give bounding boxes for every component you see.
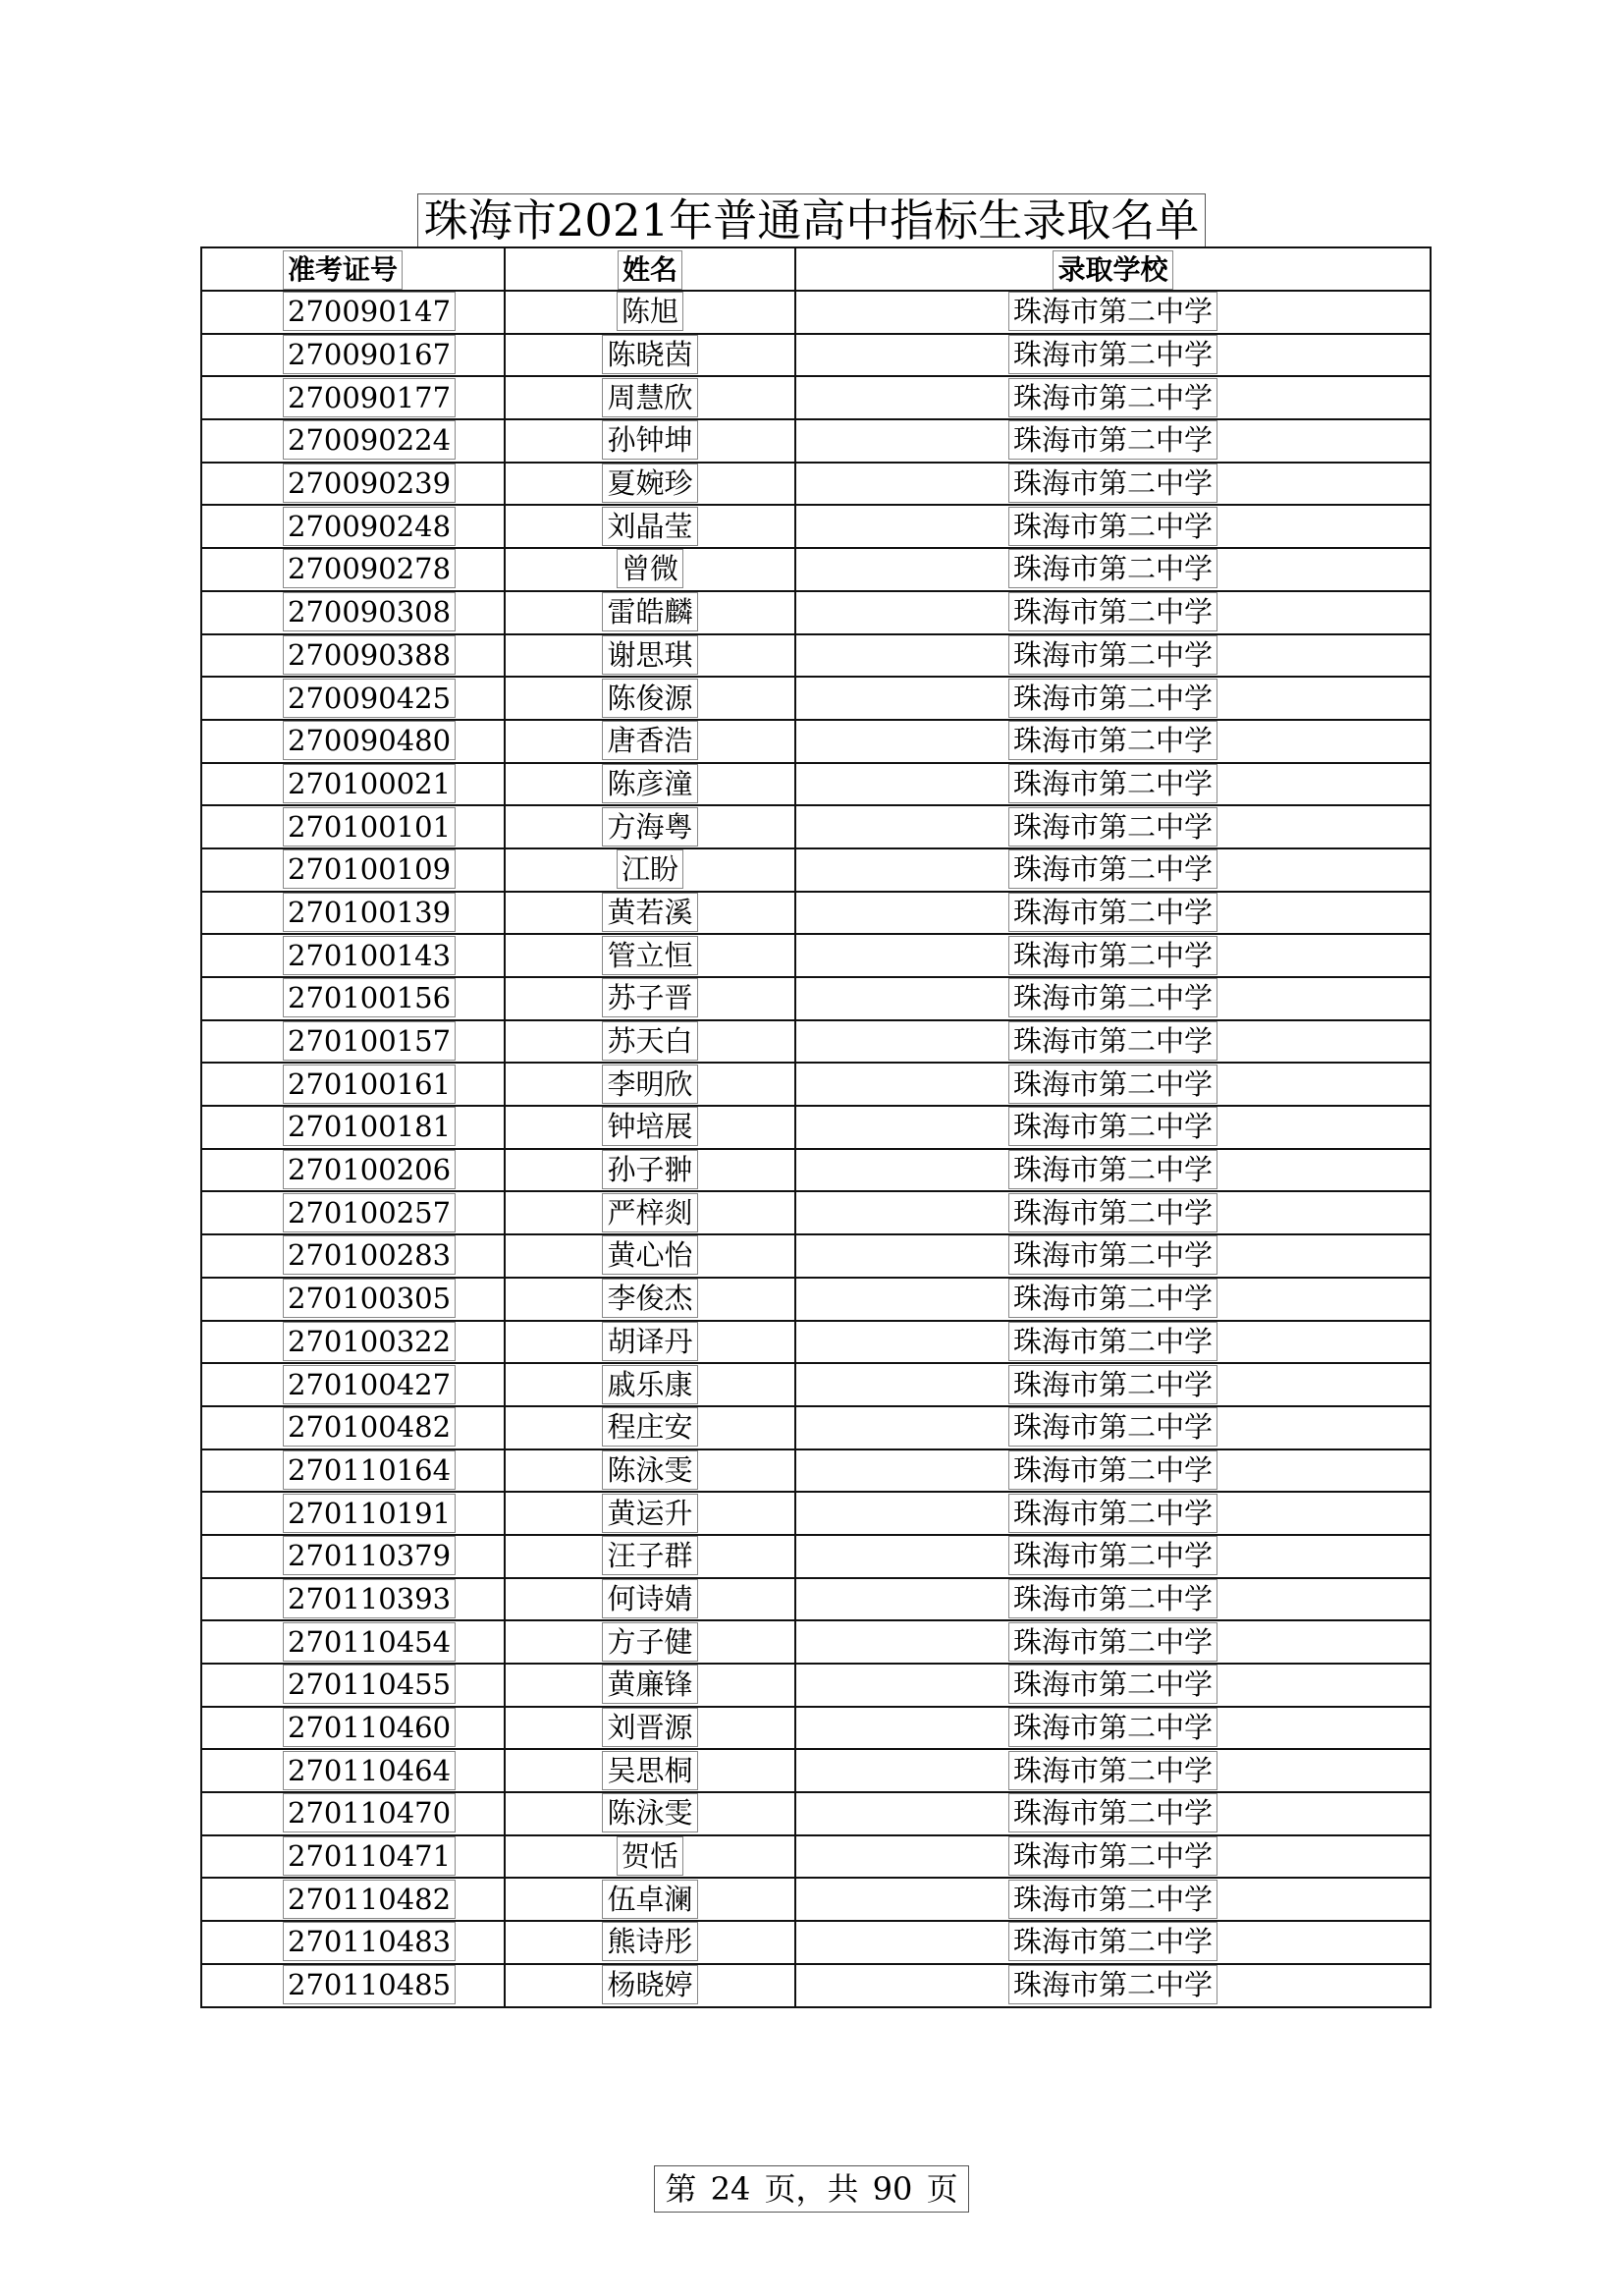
exam-id: 270110460 bbox=[283, 1708, 456, 1747]
exam-id: 270110191 bbox=[283, 1494, 456, 1533]
exam-id-cell bbox=[201, 1921, 505, 1964]
table-body bbox=[201, 291, 1431, 2007]
school-cell bbox=[795, 1149, 1431, 1192]
table-row bbox=[201, 1063, 1431, 1106]
exam-id: 270090308 bbox=[283, 592, 456, 631]
exam-id-cell bbox=[201, 892, 505, 935]
school-cell bbox=[795, 1878, 1431, 1921]
student-name: 李明欣 bbox=[602, 1065, 697, 1104]
school-cell bbox=[795, 934, 1431, 977]
exam-id: 270100161 bbox=[283, 1065, 456, 1104]
school-cell bbox=[795, 1578, 1431, 1621]
school-cell bbox=[795, 677, 1431, 720]
student-name-cell bbox=[505, 1149, 795, 1192]
table-row bbox=[201, 1792, 1431, 1835]
table-row bbox=[201, 1106, 1431, 1149]
student-name-cell bbox=[505, 1106, 795, 1149]
student-name-cell bbox=[505, 1406, 795, 1449]
school-name: 珠海市第二中学 bbox=[1008, 764, 1217, 803]
student-name-cell bbox=[505, 1278, 795, 1321]
student-name-cell bbox=[505, 1878, 795, 1921]
table-row bbox=[201, 977, 1431, 1020]
exam-id-cell bbox=[201, 591, 505, 634]
school-name: 珠海市第二中学 bbox=[1008, 1021, 1217, 1061]
table-row bbox=[201, 1835, 1431, 1879]
student-name: 苏子晋 bbox=[602, 978, 697, 1017]
student-name: 陈俊源 bbox=[602, 679, 697, 718]
student-name-cell bbox=[505, 291, 795, 334]
column-header-name-label: 姓名 bbox=[618, 250, 682, 290]
school-cell bbox=[795, 1234, 1431, 1278]
student-name-cell bbox=[505, 1749, 795, 1792]
exam-id: 270100283 bbox=[283, 1235, 456, 1275]
exam-id: 270090147 bbox=[283, 292, 456, 331]
student-name-cell bbox=[505, 376, 795, 419]
student-name-cell bbox=[505, 1321, 795, 1364]
student-name-cell bbox=[505, 1620, 795, 1664]
student-name: 苏天白 bbox=[602, 1021, 697, 1061]
table-header-row bbox=[201, 247, 1431, 291]
school-name: 珠海市第二中学 bbox=[1008, 1579, 1217, 1618]
school-name: 珠海市第二中学 bbox=[1008, 635, 1217, 675]
student-name-cell bbox=[505, 591, 795, 634]
table-row bbox=[201, 505, 1431, 548]
footer-container bbox=[0, 2165, 1623, 2213]
footer-suffix: 页 bbox=[926, 2170, 958, 2208]
student-name-cell bbox=[505, 1921, 795, 1964]
school-cell bbox=[795, 763, 1431, 806]
school-name: 珠海市第二中学 bbox=[1008, 1235, 1217, 1275]
school-name: 珠海市第二中学 bbox=[1008, 1193, 1217, 1232]
exam-id: 270090224 bbox=[283, 420, 456, 460]
page-footer bbox=[654, 2165, 968, 2213]
exam-id: 270100257 bbox=[283, 1193, 456, 1232]
exam-id: 270090278 bbox=[283, 549, 456, 588]
school-cell bbox=[795, 1921, 1431, 1964]
exam-id: 270090248 bbox=[283, 507, 456, 546]
table-row bbox=[201, 1449, 1431, 1493]
exam-id-cell bbox=[201, 720, 505, 763]
exam-id-cell bbox=[201, 1492, 505, 1535]
table-row bbox=[201, 291, 1431, 334]
school-cell bbox=[795, 1620, 1431, 1664]
student-name: 陈彦潼 bbox=[602, 764, 697, 803]
school-cell bbox=[795, 1063, 1431, 1106]
student-name: 黄廉锋 bbox=[602, 1665, 697, 1704]
table-row bbox=[201, 334, 1431, 377]
student-name-cell bbox=[505, 1964, 795, 2007]
table-row bbox=[201, 1535, 1431, 1578]
exam-id-cell bbox=[201, 1234, 505, 1278]
exam-id: 270090239 bbox=[283, 464, 456, 503]
exam-id: 270100181 bbox=[283, 1107, 456, 1146]
exam-id-cell bbox=[201, 934, 505, 977]
exam-id: 270110379 bbox=[283, 1536, 456, 1575]
student-name-cell bbox=[505, 463, 795, 506]
student-name-cell bbox=[505, 334, 795, 377]
school-cell bbox=[795, 505, 1431, 548]
exam-id: 270100143 bbox=[283, 936, 456, 975]
school-name: 珠海市第二中学 bbox=[1008, 978, 1217, 1017]
table-row bbox=[201, 848, 1431, 892]
exam-id: 270110464 bbox=[283, 1751, 456, 1790]
student-name-cell bbox=[505, 1020, 795, 1064]
exam-id-cell bbox=[201, 1792, 505, 1835]
school-cell bbox=[795, 805, 1431, 848]
exam-id: 270110393 bbox=[283, 1579, 456, 1618]
table-row bbox=[201, 419, 1431, 463]
exam-id-cell bbox=[201, 1620, 505, 1664]
admission-table bbox=[200, 246, 1432, 2008]
school-name: 珠海市第二中学 bbox=[1008, 807, 1217, 847]
table-row bbox=[201, 934, 1431, 977]
table-row bbox=[201, 634, 1431, 678]
footer-page-number: 24 bbox=[710, 2170, 751, 2208]
exam-id: 270110471 bbox=[283, 1836, 456, 1876]
school-name: 珠海市第二中学 bbox=[1008, 1494, 1217, 1533]
student-name: 杨晓婷 bbox=[602, 1965, 697, 2004]
table-row bbox=[201, 1620, 1431, 1664]
student-name: 汪子群 bbox=[602, 1536, 697, 1575]
school-name: 珠海市第二中学 bbox=[1008, 420, 1217, 460]
student-name: 江盼 bbox=[617, 849, 683, 889]
student-name-cell bbox=[505, 419, 795, 463]
table-row bbox=[201, 591, 1431, 634]
school-name: 珠海市第二中学 bbox=[1008, 507, 1217, 546]
student-name-cell bbox=[505, 1363, 795, 1406]
school-name: 珠海市第二中学 bbox=[1008, 1279, 1217, 1318]
school-cell bbox=[795, 1278, 1431, 1321]
exam-id: 270100482 bbox=[283, 1407, 456, 1447]
student-name: 陈泳雯 bbox=[602, 1450, 697, 1490]
school-cell bbox=[795, 1792, 1431, 1835]
student-name: 唐香浩 bbox=[602, 721, 697, 760]
student-name-cell bbox=[505, 505, 795, 548]
school-cell bbox=[795, 892, 1431, 935]
school-cell bbox=[795, 1020, 1431, 1064]
exam-id-cell bbox=[201, 805, 505, 848]
student-name-cell bbox=[505, 548, 795, 591]
table-row bbox=[201, 763, 1431, 806]
school-name: 珠海市第二中学 bbox=[1008, 1665, 1217, 1704]
exam-id: 270110483 bbox=[283, 1922, 456, 1961]
school-name: 珠海市第二中学 bbox=[1008, 1922, 1217, 1961]
student-name: 曾微 bbox=[617, 549, 683, 588]
student-name: 黄若溪 bbox=[602, 893, 697, 932]
school-cell bbox=[795, 1321, 1431, 1364]
exam-id-cell bbox=[201, 1020, 505, 1064]
student-name-cell bbox=[505, 1664, 795, 1707]
title-container bbox=[0, 193, 1623, 248]
exam-id-cell bbox=[201, 1964, 505, 2007]
school-cell bbox=[795, 548, 1431, 591]
exam-id: 270100139 bbox=[283, 893, 456, 932]
school-cell bbox=[795, 720, 1431, 763]
student-name: 程庄安 bbox=[602, 1407, 697, 1447]
school-name: 珠海市第二中学 bbox=[1008, 1407, 1217, 1447]
table-row bbox=[201, 677, 1431, 720]
exam-id-cell bbox=[201, 548, 505, 591]
student-name-cell bbox=[505, 1234, 795, 1278]
school-cell bbox=[795, 1835, 1431, 1879]
exam-id-cell bbox=[201, 505, 505, 548]
student-name-cell bbox=[505, 1063, 795, 1106]
school-name: 珠海市第二中学 bbox=[1008, 1150, 1217, 1189]
school-cell bbox=[795, 1191, 1431, 1234]
exam-id-cell bbox=[201, 291, 505, 334]
exam-id: 270090177 bbox=[283, 378, 456, 417]
exam-id: 270100156 bbox=[283, 978, 456, 1017]
school-cell bbox=[795, 1406, 1431, 1449]
school-name: 珠海市第二中学 bbox=[1008, 1365, 1217, 1404]
exam-id-cell bbox=[201, 1449, 505, 1493]
table-row bbox=[201, 1664, 1431, 1707]
school-name: 珠海市第二中学 bbox=[1008, 1450, 1217, 1490]
student-name: 贺恬 bbox=[617, 1836, 683, 1876]
table-row bbox=[201, 1234, 1431, 1278]
exam-id: 270110482 bbox=[283, 1880, 456, 1919]
school-name: 珠海市第二中学 bbox=[1008, 721, 1217, 760]
school-name: 珠海市第二中学 bbox=[1008, 679, 1217, 718]
school-name: 珠海市第二中学 bbox=[1008, 1708, 1217, 1747]
student-name: 伍卓澜 bbox=[602, 1880, 697, 1919]
exam-id-cell bbox=[201, 376, 505, 419]
table-row bbox=[201, 1406, 1431, 1449]
exam-id-cell bbox=[201, 334, 505, 377]
exam-id-cell bbox=[201, 1278, 505, 1321]
table-row bbox=[201, 1749, 1431, 1792]
column-header-id-label: 准考证号 bbox=[283, 250, 403, 290]
school-name: 珠海市第二中学 bbox=[1008, 1793, 1217, 1832]
student-name-cell bbox=[505, 892, 795, 935]
student-name-cell bbox=[505, 977, 795, 1020]
student-name: 黄运升 bbox=[602, 1494, 697, 1533]
student-name: 孙钟坤 bbox=[602, 420, 697, 460]
exam-id: 270090480 bbox=[283, 721, 456, 760]
school-name: 珠海市第二中学 bbox=[1008, 1107, 1217, 1146]
school-name: 珠海市第二中学 bbox=[1008, 592, 1217, 631]
table-row bbox=[201, 1707, 1431, 1750]
table-row bbox=[201, 1921, 1431, 1964]
column-header-id bbox=[201, 247, 505, 291]
table-row bbox=[201, 720, 1431, 763]
exam-id: 270100021 bbox=[283, 764, 456, 803]
exam-id: 270110455 bbox=[283, 1665, 456, 1704]
table-row bbox=[201, 805, 1431, 848]
school-cell bbox=[795, 1664, 1431, 1707]
school-name: 珠海市第二中学 bbox=[1008, 1965, 1217, 2004]
school-name: 珠海市第二中学 bbox=[1008, 1536, 1217, 1575]
student-name-cell bbox=[505, 805, 795, 848]
exam-id-cell bbox=[201, 1749, 505, 1792]
exam-id: 270110164 bbox=[283, 1450, 456, 1490]
school-cell bbox=[795, 1363, 1431, 1406]
exam-id-cell bbox=[201, 1106, 505, 1149]
table-row bbox=[201, 376, 1431, 419]
student-name-cell bbox=[505, 1578, 795, 1621]
school-name: 珠海市第二中学 bbox=[1008, 464, 1217, 503]
table-row bbox=[201, 1278, 1431, 1321]
school-cell bbox=[795, 977, 1431, 1020]
student-name-cell bbox=[505, 848, 795, 892]
school-name: 珠海市第二中学 bbox=[1008, 1065, 1217, 1104]
exam-id-cell bbox=[201, 1707, 505, 1750]
school-name: 珠海市第二中学 bbox=[1008, 1751, 1217, 1790]
table-row bbox=[201, 463, 1431, 506]
table-row bbox=[201, 1363, 1431, 1406]
student-name-cell bbox=[505, 763, 795, 806]
exam-id: 270100157 bbox=[283, 1021, 456, 1061]
school-cell bbox=[795, 1964, 1431, 2007]
exam-id-cell bbox=[201, 1363, 505, 1406]
exam-id-cell bbox=[201, 1835, 505, 1879]
table-row bbox=[201, 1492, 1431, 1535]
school-name: 珠海市第二中学 bbox=[1008, 893, 1217, 932]
student-name: 管立恒 bbox=[602, 936, 697, 975]
student-name-cell bbox=[505, 634, 795, 678]
exam-id: 270100427 bbox=[283, 1365, 456, 1404]
exam-id: 270110485 bbox=[283, 1965, 456, 2004]
school-cell bbox=[795, 334, 1431, 377]
student-name: 刘晶莹 bbox=[602, 507, 697, 546]
school-name: 珠海市第二中学 bbox=[1008, 1322, 1217, 1361]
school-cell bbox=[795, 1707, 1431, 1750]
student-name: 刘晋源 bbox=[602, 1708, 697, 1747]
student-name: 钟培展 bbox=[602, 1107, 697, 1146]
table-row bbox=[201, 1191, 1431, 1234]
exam-id: 270090388 bbox=[283, 635, 456, 675]
page-title: 珠海市2021年普通高中指标生录取名单 bbox=[417, 193, 1207, 248]
exam-id: 270100206 bbox=[283, 1150, 456, 1189]
school-cell bbox=[795, 376, 1431, 419]
footer-total-pages: 90 bbox=[872, 2170, 913, 2208]
table-row bbox=[201, 1878, 1431, 1921]
column-header-name bbox=[505, 247, 795, 291]
school-name: 珠海市第二中学 bbox=[1008, 549, 1217, 588]
exam-id-cell bbox=[201, 977, 505, 1020]
student-name-cell bbox=[505, 1835, 795, 1879]
student-name-cell bbox=[505, 677, 795, 720]
student-name: 吴思桐 bbox=[602, 1751, 697, 1790]
exam-id-cell bbox=[201, 1535, 505, 1578]
student-name: 熊诗彤 bbox=[602, 1922, 697, 1961]
table-row bbox=[201, 1964, 1431, 2007]
school-cell bbox=[795, 1535, 1431, 1578]
exam-id: 270090425 bbox=[283, 679, 456, 718]
student-name-cell bbox=[505, 1707, 795, 1750]
exam-id: 270110454 bbox=[283, 1622, 456, 1662]
school-name: 珠海市第二中学 bbox=[1008, 936, 1217, 975]
column-header-school-label: 录取学校 bbox=[1053, 250, 1172, 290]
school-cell bbox=[795, 848, 1431, 892]
exam-id-cell bbox=[201, 763, 505, 806]
exam-id-cell bbox=[201, 1406, 505, 1449]
footer-middle: 页，共 bbox=[764, 2170, 859, 2208]
table-row bbox=[201, 1020, 1431, 1064]
exam-id-cell bbox=[201, 1149, 505, 1192]
student-name: 周慧欣 bbox=[602, 378, 697, 417]
exam-id-cell bbox=[201, 1878, 505, 1921]
exam-id-cell bbox=[201, 1191, 505, 1234]
school-cell bbox=[795, 1492, 1431, 1535]
school-cell bbox=[795, 419, 1431, 463]
table-row bbox=[201, 1321, 1431, 1364]
table-row bbox=[201, 1578, 1431, 1621]
school-cell bbox=[795, 1449, 1431, 1493]
table-row bbox=[201, 892, 1431, 935]
exam-id: 270100305 bbox=[283, 1279, 456, 1318]
school-name: 珠海市第二中学 bbox=[1008, 849, 1217, 889]
student-name: 严梓剡 bbox=[602, 1193, 697, 1232]
student-name: 胡译丹 bbox=[602, 1322, 697, 1361]
school-cell bbox=[795, 291, 1431, 334]
table-row bbox=[201, 548, 1431, 591]
student-name-cell bbox=[505, 1492, 795, 1535]
footer-prefix: 第 bbox=[665, 2170, 697, 2208]
school-name: 珠海市第二中学 bbox=[1008, 1836, 1217, 1876]
exam-id-cell bbox=[201, 1063, 505, 1106]
student-name-cell bbox=[505, 1535, 795, 1578]
student-name: 陈旭 bbox=[617, 292, 683, 331]
student-name: 夏婉珍 bbox=[602, 464, 697, 503]
student-name: 方海粤 bbox=[602, 807, 697, 847]
school-cell bbox=[795, 634, 1431, 678]
school-name: 珠海市第二中学 bbox=[1008, 335, 1217, 374]
school-cell bbox=[795, 1106, 1431, 1149]
student-name: 黄心怡 bbox=[602, 1235, 697, 1275]
school-cell bbox=[795, 1749, 1431, 1792]
exam-id: 270100322 bbox=[283, 1322, 456, 1361]
student-name-cell bbox=[505, 934, 795, 977]
student-name: 戚乐康 bbox=[602, 1365, 697, 1404]
student-name: 陈晓茵 bbox=[602, 335, 697, 374]
exam-id-cell bbox=[201, 1664, 505, 1707]
student-name: 何诗婧 bbox=[602, 1579, 697, 1618]
exam-id: 270110470 bbox=[283, 1793, 456, 1832]
student-name-cell bbox=[505, 1191, 795, 1234]
school-name: 珠海市第二中学 bbox=[1008, 378, 1217, 417]
student-name: 雷皓麟 bbox=[602, 592, 697, 631]
student-name: 方子健 bbox=[602, 1622, 697, 1662]
student-name: 孙子翀 bbox=[602, 1150, 697, 1189]
exam-id-cell bbox=[201, 1321, 505, 1364]
school-name: 珠海市第二中学 bbox=[1008, 292, 1217, 331]
exam-id-cell bbox=[201, 848, 505, 892]
exam-id-cell bbox=[201, 677, 505, 720]
exam-id-cell bbox=[201, 634, 505, 678]
student-name-cell bbox=[505, 720, 795, 763]
student-name-cell bbox=[505, 1449, 795, 1493]
exam-id: 270100109 bbox=[283, 849, 456, 889]
table-row bbox=[201, 1149, 1431, 1192]
school-name: 珠海市第二中学 bbox=[1008, 1622, 1217, 1662]
column-header-school bbox=[795, 247, 1431, 291]
exam-id: 270090167 bbox=[283, 335, 456, 374]
school-cell bbox=[795, 463, 1431, 506]
exam-id-cell bbox=[201, 463, 505, 506]
school-cell bbox=[795, 591, 1431, 634]
student-name: 谢思琪 bbox=[602, 635, 697, 675]
student-name: 陈泳雯 bbox=[602, 1793, 697, 1832]
student-name-cell bbox=[505, 1792, 795, 1835]
school-name: 珠海市第二中学 bbox=[1008, 1880, 1217, 1919]
student-name: 李俊杰 bbox=[602, 1279, 697, 1318]
exam-id: 270100101 bbox=[283, 807, 456, 847]
exam-id-cell bbox=[201, 1578, 505, 1621]
exam-id-cell bbox=[201, 419, 505, 463]
